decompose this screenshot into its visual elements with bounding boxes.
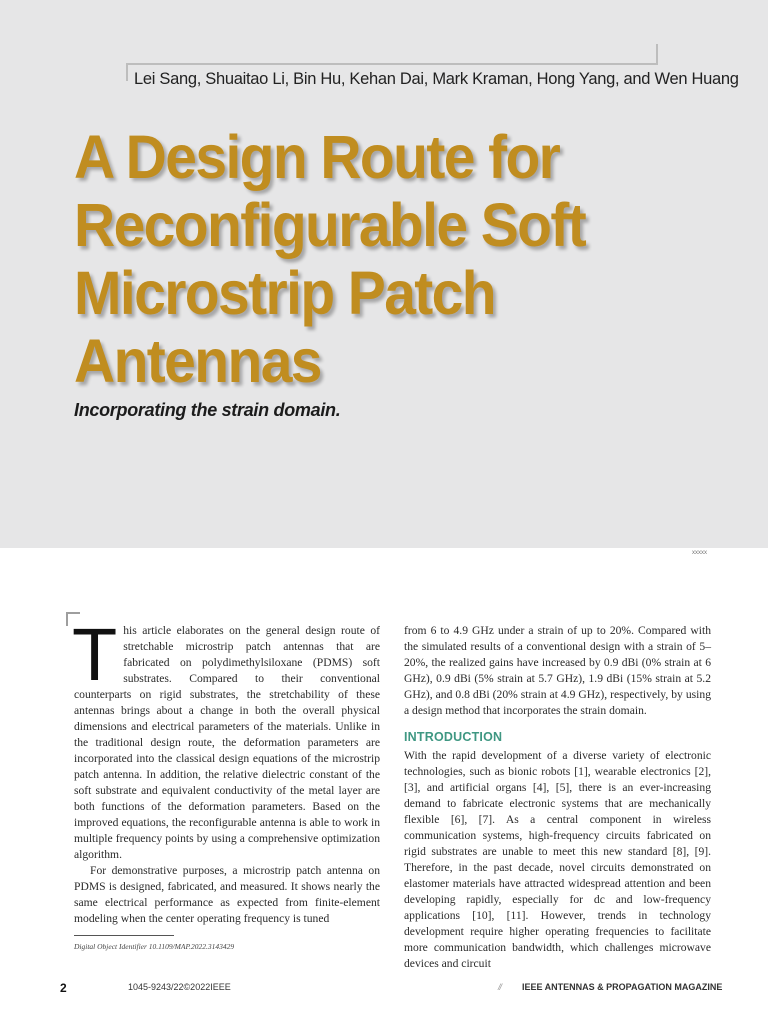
right-column	[404, 623, 711, 972]
author-bracket-left	[126, 63, 128, 81]
doi-footnote: Digital Object Identifier 10.1109/MAP.2022.3143429	[74, 942, 235, 951]
dropcap-bracket-vertical	[66, 612, 68, 626]
title-line-3: Microstrip Patch	[74, 259, 495, 329]
issn-copyright: 1045-9243/22©2022IEEE	[128, 982, 231, 992]
page-number: 2	[60, 981, 67, 995]
article-title	[74, 124, 585, 396]
abstract-text-1: his article elaborates on the general design route of stretchable microstrip patch antennas that are fabricated on polydimethylsiloxane (PDMS) soft substrates. Compared to their conventional counterparts on rigid substrates, the stretchability of these antennas brings about a change in both the overall physical dimensions and electrical parameters of the materials. Unlike in the traditional design route, the deformation parameters are incorporated into the classical design equations of the microstrip patch antenna. In addition, the relative dielectric constant of the soft substrate and equivalent conductivity of the metal layer are both functions of the deformation parameters. Based on the improved equations, the reconfigurable antenna is able to work in multiple frequency points by using a comprehensive optimization algorithm.	[74, 624, 380, 861]
author-bracket-top	[126, 63, 658, 65]
title-line-4: Antennas	[74, 327, 321, 397]
introduction-paragraph: With the rapid development of a diverse variety of electronic technologies, such as bionic robots [1], wearable electronics [2], [3], and artificial organs [4], [5], there is an ever-increasing demand to fabricate electronic systems that are mechanically flexible [6], [7]. As a central component in wireless communication systems, high-frequency circuits fabricated on rigid substrates are unable to meet this new standard [8], [9]. Therefore, in the past decade, novel circuits demonstrated on elastomer materials have attracted widespread attention and been developing rapidly, especially for dc and low-frequency applications [10], [11]. However, trends in technology development require higher operating frequencies to facilitate more communication bandwidth, which challenges microwave devices and circuit	[404, 749, 711, 970]
drop-cap: T	[72, 613, 118, 696]
author-list: Lei Sang, Shuaitao Li, Bin Hu, Kehan Dai, Mark Kraman, Hong Yang, and Wen Huang	[134, 70, 739, 88]
left-column	[72, 613, 380, 927]
title-line-2: Reconfigurable Soft	[74, 190, 586, 261]
section-heading-introduction: INTRODUCTION	[404, 730, 503, 744]
footnote-rule	[74, 935, 174, 936]
title-line-1: A Design Route for	[74, 122, 560, 193]
abstract-paragraph-2: For demonstrative purposes, a microstrip patch antenna on PDMS is designed, fabricated, and measured. It shows nearly the same electrical performance as expected from finite-element modeling when the center operating frequency is tuned	[74, 864, 380, 925]
footer-slash-icon: //	[498, 982, 502, 992]
article-subtitle: Incorporating the strain domain.	[74, 400, 341, 420]
magazine-name: IEEE ANTENNAS & PROPAGATION MAGAZINE	[522, 982, 723, 992]
abstract-paragraph-1	[72, 613, 380, 863]
abstract-paragraph-3: from 6 to 4.9 GHz under a strain of up to 20%. Compared with the simulated results of a conventional design with a strain of 5–20%, the realized gains have increased by 0.9 dBi (0% strain at 6 GHz), 0.9 dBi (5% strain at 5.7 GHz), 1.9 dBi (15% strain at 5.2 GHz), and 0.8 dBi (20% strain at 4.9 GHz), respectively, by using a design method that incorporates the strain domain.	[404, 624, 711, 717]
author-bracket-right	[656, 44, 658, 65]
page-tag: xxxxx	[692, 550, 707, 556]
